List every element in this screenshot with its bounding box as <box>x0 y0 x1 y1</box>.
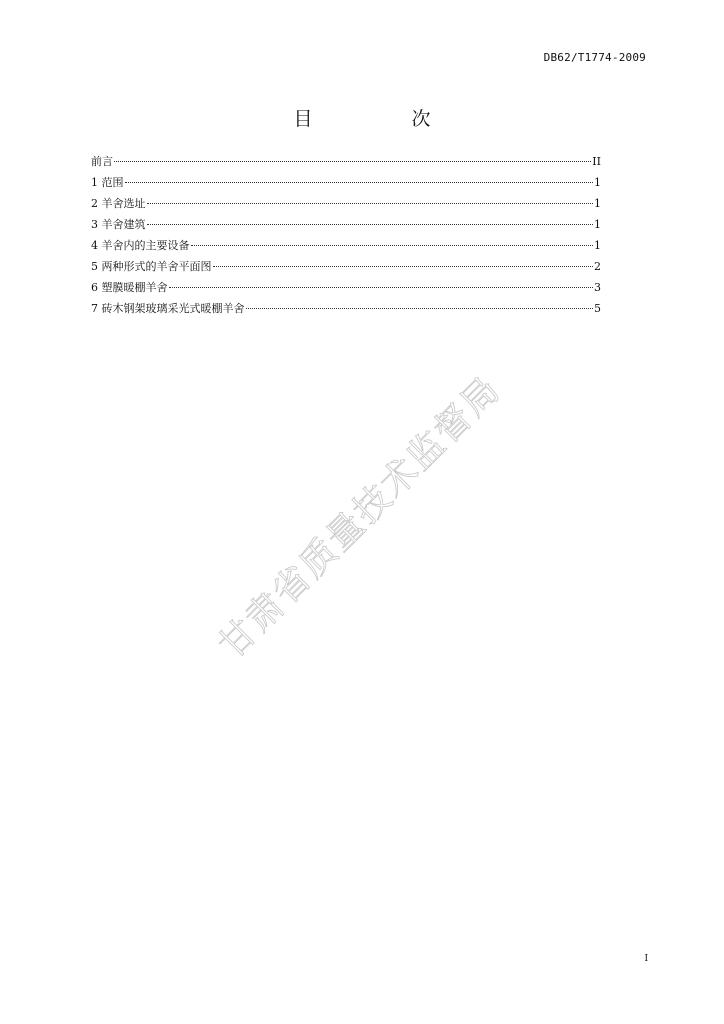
toc-entry[interactable] <box>91 298 601 319</box>
toc-entry-page: 3 <box>594 281 601 294</box>
dot-leader <box>191 245 594 246</box>
toc-entry-label: 6 塑膜暖棚羊舍 <box>91 281 168 294</box>
toc-entry[interactable] <box>91 235 601 256</box>
toc-entry-page: 5 <box>594 302 601 315</box>
toc-entry[interactable] <box>91 151 601 172</box>
toc-entry[interactable] <box>91 214 601 235</box>
dot-leader <box>125 182 594 183</box>
toc-entry[interactable] <box>91 172 601 193</box>
toc-entry-page: 1 <box>594 218 601 231</box>
dot-leader <box>246 308 594 309</box>
toc-entry-label: 3 羊舍建筑 <box>91 218 146 231</box>
dot-leader <box>169 287 594 288</box>
dot-leader <box>213 266 594 267</box>
toc-entry-page: 1 <box>594 239 601 252</box>
toc-entry-page: 1 <box>594 176 601 189</box>
toc-entry-label: 1 范围 <box>91 176 124 189</box>
toc-entry[interactable] <box>91 193 601 214</box>
toc-entry-label: 5 两种形式的羊舍平面图 <box>91 260 212 273</box>
toc-entry-label: 4 羊舍内的主要设备 <box>91 239 190 252</box>
toc-entry-page: 2 <box>594 260 601 273</box>
dot-leader <box>147 203 594 204</box>
toc-entry-label: 2 羊舍选址 <box>91 197 146 210</box>
toc-entry[interactable] <box>91 256 601 277</box>
toc-entry[interactable] <box>91 277 601 298</box>
table-of-contents <box>91 151 601 319</box>
page-number: I <box>644 954 648 964</box>
toc-entry-label: 前言 <box>91 155 113 168</box>
watermark: 甘肃省质量技术监督局 <box>211 368 509 667</box>
dot-leader <box>147 224 594 225</box>
toc-title: 目 次 <box>293 108 471 130</box>
toc-entry-page: II <box>592 155 601 168</box>
dot-leader <box>114 161 591 162</box>
document-code: DB62/T1774-2009 <box>543 51 646 64</box>
toc-entry-page: 1 <box>594 197 601 210</box>
toc-entry-label: 7 砖木钢架玻璃采光式暖棚羊舍 <box>91 302 245 315</box>
